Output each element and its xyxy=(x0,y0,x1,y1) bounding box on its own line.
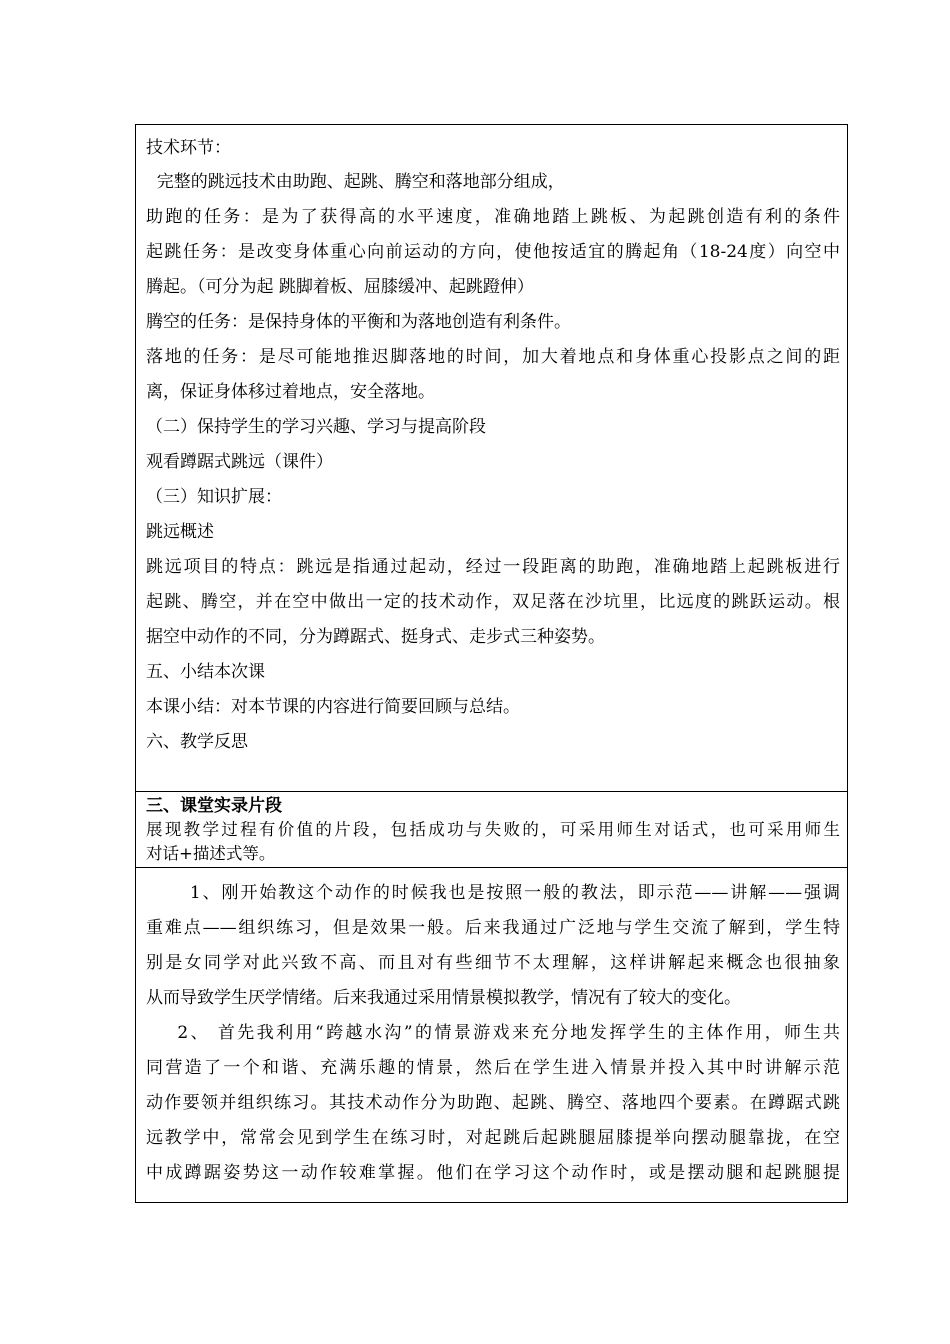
text-line: 据空中动作的不同，分为蹲踞式、挺身式、走步式三种姿势。 xyxy=(146,627,605,647)
section-heading: 三、课堂实录片段 xyxy=(146,796,282,816)
text-line: 完整的跳远技术由助跑、起跳、腾空和落地部分组成， xyxy=(146,172,565,192)
text-line: 起跳、腾空，并在空中做出一定的技术动作，双足落在沙坑里，比远度的跳跃运动。根 xyxy=(146,592,840,612)
paragraph-line: 1、刚开始教这个动作的时候我也是按照一般的教法，即示范——讲解——强调 xyxy=(146,883,840,903)
section-description: 展现教学过程有价值的片段，包括成功与失败的，可采用师生对话式，也可采用师生 xyxy=(146,820,840,839)
text-line: 离，保证身体移过着地点，安全落地。 xyxy=(146,382,435,402)
text-line: （三）知识扩展： xyxy=(146,487,282,507)
paragraph-line: 同营造了一个和谐、充满乐趣的情景，然后在学生进入情景并投入其中时讲解示范 xyxy=(146,1058,840,1078)
paragraph-line: 别是女同学对此兴致不高、而且对有些细节不太理解，这样讲解起来概念也很抽象 xyxy=(146,953,840,973)
text-line: 六、教学反思 xyxy=(146,732,248,752)
paragraph-line: 中成蹲踞姿势这一动作较难掌握。他们在学习这个动作时，或是摆动腿和起跳腿提 xyxy=(146,1163,840,1183)
text-line: 助跑的任务：是为了获得高的水平速度，准确地踏上跳板、为起跳创造有利的条件 xyxy=(146,207,840,227)
section-description: 对话+描述式等。 xyxy=(146,844,276,863)
paragraph-line: 动作要领并组织练习。其技术动作分为助跑、起跳、腾空、落地四个要素。在蹲踞式跳 xyxy=(146,1093,840,1113)
text-line: 腾起。（可分为起 跳脚着板、屈膝缓冲、起跳蹬伸） xyxy=(146,277,534,297)
text-line: 腾空的任务：是保持身体的平衡和为落地创造有利条件。 xyxy=(146,312,571,332)
text-line: 本课小结：对本节课的内容进行简要回顾与总结。 xyxy=(146,697,520,717)
paragraph-line: 从而导致学生厌学情绪。后来我通过采用情景模拟教学，情况有了较大的变化。 xyxy=(146,988,741,1008)
text-line: 跳远概述 xyxy=(146,522,214,542)
paragraph-line: 2、 首先我利用“跨越水沟”的情景游戏来充分地发挥学生的主体作用，师生共 xyxy=(146,1023,840,1043)
paragraph-line: 重难点——组织练习，但是效果一般。后来我通过广泛地与学生交流了解到，学生特 xyxy=(146,918,840,938)
text-line: （二）保持学生的学习兴趣、学习与提高阶段 xyxy=(146,417,486,437)
paragraph-line: 远教学中，常常会见到学生在练习时，对起跳后起跳腿屈膝提举向摆动腿靠拢，在空 xyxy=(146,1128,840,1148)
text-line: 技术环节： xyxy=(146,138,231,158)
text-line: 起跳任务：是改变身体重心向前运动的方向，使他按适宜的腾起角（18-24度）向空中 xyxy=(146,242,840,262)
text-line: 观看蹲踞式跳远（课件） xyxy=(146,452,333,472)
text-line: 五、小结本次课 xyxy=(146,662,265,682)
text-line: 落地的任务：是尽可能地推迟脚落地的时间，加大着地点和身体重心投影点之间的距 xyxy=(146,347,840,367)
text-line: 跳远项目的特点：跳远是指通过起动，经过一段距离的助跑，准确地踏上起跳板进行 xyxy=(146,557,840,577)
